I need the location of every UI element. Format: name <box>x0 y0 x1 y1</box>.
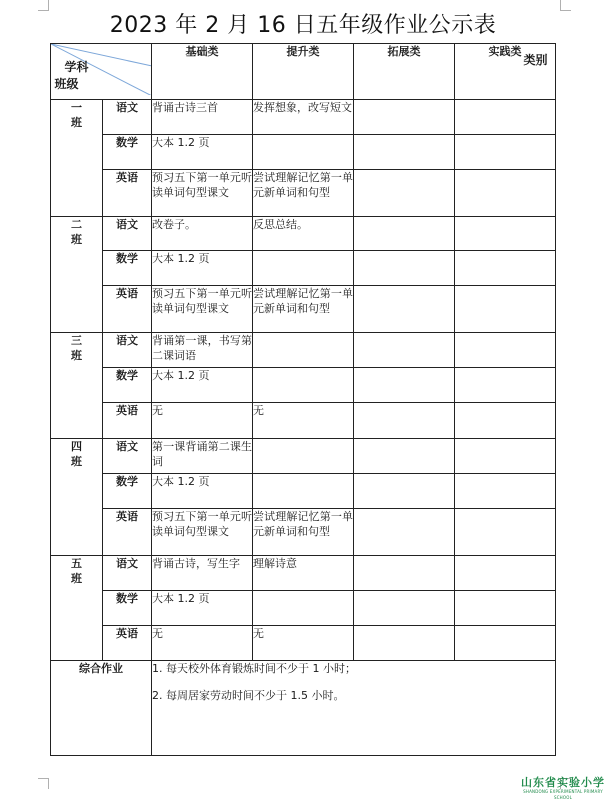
practice-cell <box>455 286 556 333</box>
summary-item: 1. 每天校外体育锻炼时间不少于 1 小时； <box>152 662 356 676</box>
practice-cell <box>455 368 556 403</box>
extend-cell <box>354 251 455 286</box>
class-cell-1: 一 班 <box>51 100 103 217</box>
improve-cell: 反思总结。 <box>253 217 354 251</box>
practice-cell <box>455 556 556 591</box>
subject-cell: 语文 <box>103 100 152 135</box>
improve-cell: 发挥想象，改写短文 <box>253 100 354 135</box>
corner-subject-label: 学科 <box>64 59 89 74</box>
basic-cell: 大本 1.2 页 <box>152 251 253 286</box>
practice-cell <box>455 170 556 217</box>
class-cell-2: 二 班 <box>51 217 103 333</box>
column-header-basic: 基础类 <box>152 44 253 100</box>
table-row <box>51 474 556 509</box>
basic-cell: 大本 1.2 页 <box>152 135 253 170</box>
table-row <box>51 403 556 439</box>
subject-cell: 英语 <box>103 626 152 661</box>
table-row <box>51 591 556 626</box>
table-row <box>51 439 556 474</box>
subject-cell: 数学 <box>103 135 152 170</box>
extend-cell <box>354 474 455 509</box>
summary-notes <box>152 661 556 756</box>
practice-cell <box>455 135 556 170</box>
table-row <box>51 170 556 217</box>
table-row <box>51 251 556 286</box>
crop-mark-bottom-left <box>38 778 49 789</box>
header-row <box>51 44 556 100</box>
extend-cell <box>354 170 455 217</box>
practice-cell <box>455 333 556 368</box>
subject-cell: 语文 <box>103 217 152 251</box>
subject-cell: 数学 <box>103 251 152 286</box>
basic-cell: 预习五下第一单元听读单词句型课文 <box>152 170 253 217</box>
class-cell-3: 三 班 <box>51 333 103 439</box>
basic-cell: 大本 1.2 页 <box>152 474 253 509</box>
basic-cell: 背诵第一课，书写第二课词语 <box>152 333 253 368</box>
document-title: 2023 年 2 月 16 日五年级作业公示表 <box>109 13 497 38</box>
extend-cell <box>354 439 455 474</box>
summary-row <box>51 661 556 756</box>
extend-cell <box>354 100 455 135</box>
extend-cell <box>354 403 455 439</box>
basic-cell: 大本 1.2 页 <box>152 591 253 626</box>
improve-cell <box>253 333 354 368</box>
table-row <box>51 217 556 251</box>
practice-cell <box>455 100 556 135</box>
improve-cell: 无 <box>253 403 354 439</box>
extend-cell <box>354 556 455 591</box>
improve-cell <box>253 591 354 626</box>
table-row <box>51 556 556 591</box>
improve-cell: 尝试理解记忆第一单元新单词和句型 <box>253 509 354 556</box>
practice-cell <box>455 439 556 474</box>
improve-cell <box>253 368 354 403</box>
subject-cell: 数学 <box>103 368 152 403</box>
subject-cell: 语文 <box>103 333 152 368</box>
extend-cell <box>354 368 455 403</box>
extend-cell <box>354 135 455 170</box>
summary-label: 综合作业 <box>51 661 152 756</box>
extend-cell <box>354 333 455 368</box>
basic-cell: 无 <box>152 626 253 661</box>
subject-cell: 英语 <box>103 403 152 439</box>
extend-cell <box>354 626 455 661</box>
column-header-improve: 提升类 <box>253 44 354 100</box>
basic-cell: 无 <box>152 403 253 439</box>
improve-cell <box>253 474 354 509</box>
subject-cell: 语文 <box>103 439 152 474</box>
basic-cell: 改卷子。 <box>152 217 253 251</box>
improve-cell: 尝试理解记忆第一单元新单词和句型 <box>253 286 354 333</box>
improve-cell <box>253 135 354 170</box>
table-row <box>51 509 556 556</box>
subject-cell: 英语 <box>103 286 152 333</box>
table-row <box>51 100 556 135</box>
improve-cell <box>253 251 354 286</box>
extend-cell <box>354 286 455 333</box>
table-row <box>51 333 556 368</box>
column-header-extend: 拓展类 <box>354 44 455 100</box>
basic-cell: 背诵古诗三首 <box>152 100 253 135</box>
practice-cell <box>455 474 556 509</box>
subject-cell: 英语 <box>103 170 152 217</box>
extend-cell <box>354 591 455 626</box>
improve-cell <box>253 439 354 474</box>
improve-cell: 尝试理解记忆第一单元新单词和句型 <box>253 170 354 217</box>
basic-cell: 预习五下第一单元听读单词句型课文 <box>152 286 253 333</box>
subject-cell: 数学 <box>103 591 152 626</box>
basic-cell: 第一课背诵第二课生词 <box>152 439 253 474</box>
corner-header-cell: 类别 学科 班级 <box>51 44 152 100</box>
extend-cell <box>354 217 455 251</box>
basic-cell: 背诵古诗，写生字 <box>152 556 253 591</box>
school-logo-english: SHANDONG EXPERIMENTAL PRIMARY SCHOOL <box>523 789 603 800</box>
class-cell-5: 五 班 <box>51 556 103 661</box>
basic-cell: 大本 1.2 页 <box>152 368 253 403</box>
improve-cell: 理解诗意 <box>253 556 354 591</box>
practice-cell <box>455 403 556 439</box>
column-header-practice: 实践类 <box>455 44 556 100</box>
improve-cell: 无 <box>253 626 354 661</box>
school-logo <box>520 776 606 800</box>
table-row <box>51 135 556 170</box>
table-row <box>51 626 556 661</box>
corner-class-label: 班级 <box>54 76 79 91</box>
practice-cell <box>455 626 556 661</box>
school-logo-name: 山东省实验小学 <box>521 776 605 789</box>
subject-cell: 语文 <box>103 556 152 591</box>
basic-cell: 预习五下第一单元听读单词句型课文 <box>152 509 253 556</box>
table-row <box>51 368 556 403</box>
practice-cell <box>455 591 556 626</box>
table-row <box>51 286 556 333</box>
summary-item: 2. 每周居家劳动时间不少于 1.5 小时。 <box>152 689 345 703</box>
homework-table <box>50 43 556 756</box>
subject-cell: 英语 <box>103 509 152 556</box>
practice-cell <box>455 217 556 251</box>
practice-cell <box>455 509 556 556</box>
subject-cell: 数学 <box>103 474 152 509</box>
class-cell-4: 四 班 <box>51 439 103 556</box>
practice-cell <box>455 251 556 286</box>
extend-cell <box>354 509 455 556</box>
